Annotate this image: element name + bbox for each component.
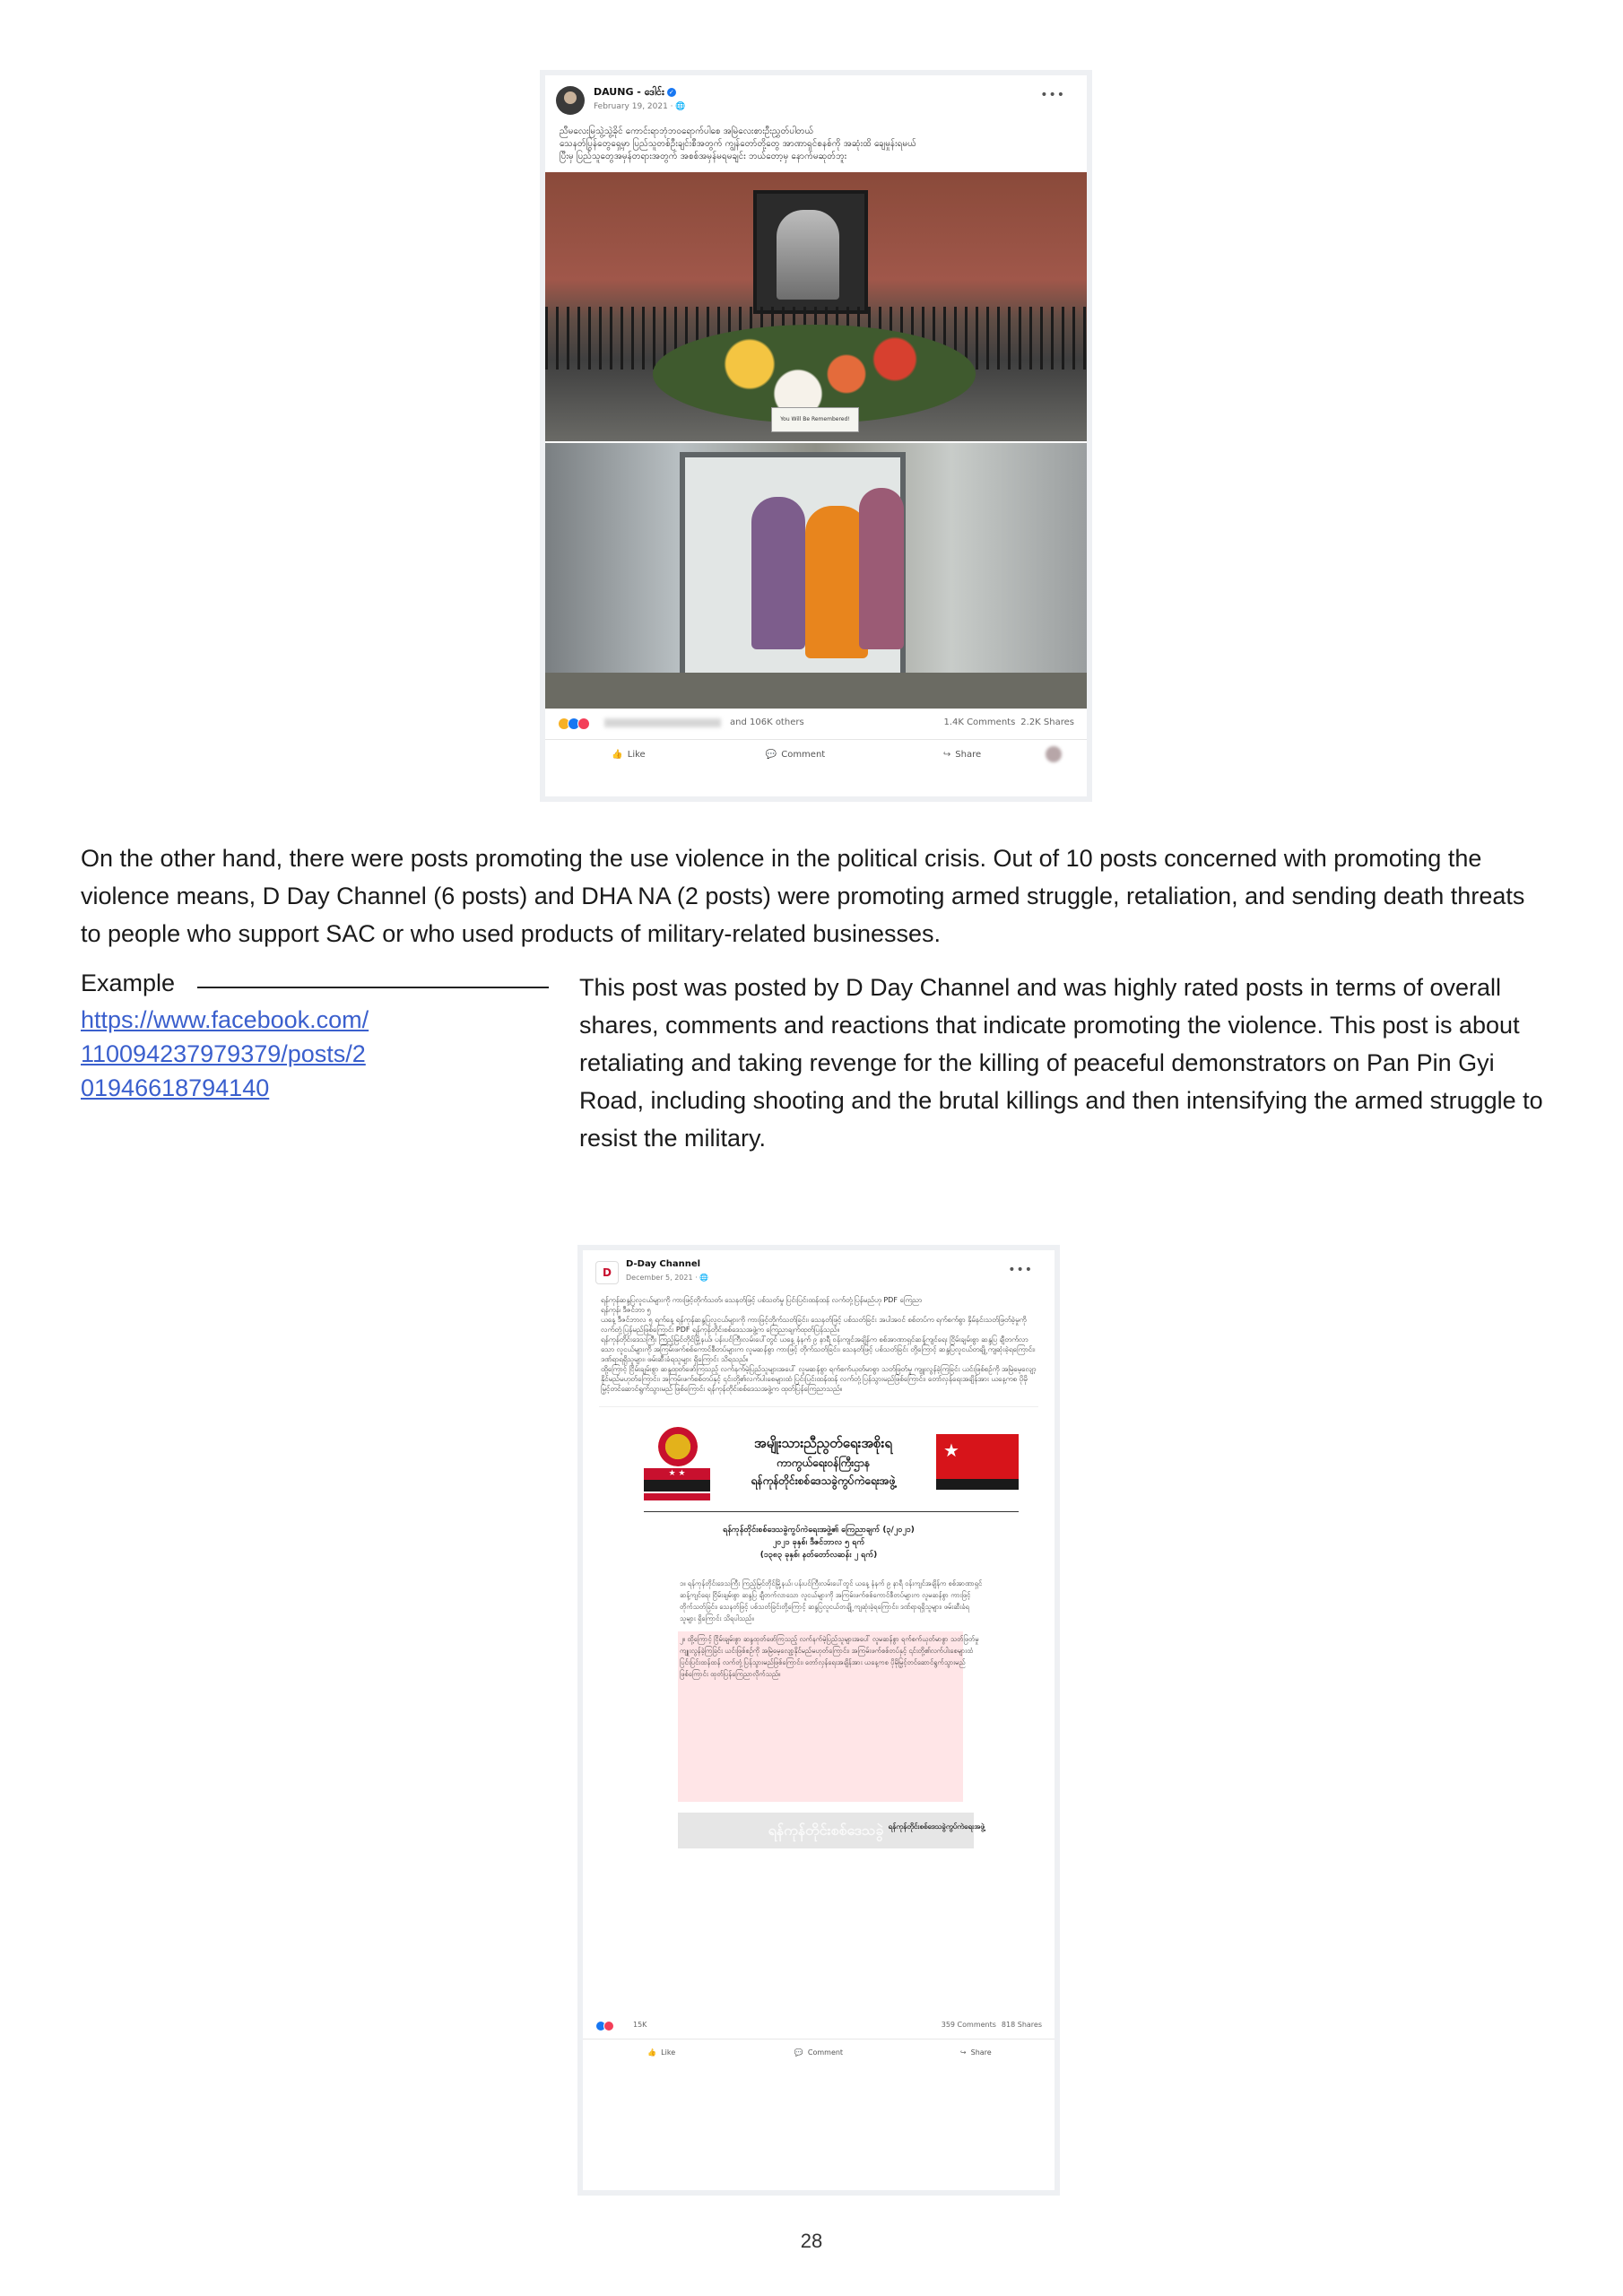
engagement-counts <box>942 2021 1042 2029</box>
flag-icon: ★ ★ <box>644 1468 710 1492</box>
crest-icon <box>658 1427 698 1466</box>
memorial-sign: You Will Be Remembered! <box>771 407 859 432</box>
flag-band <box>936 1479 1019 1490</box>
blurred-names <box>604 718 721 727</box>
reaction-count[interactable]: and 106K others <box>730 718 804 727</box>
share-button[interactable]: ↪ Share <box>959 2048 992 2057</box>
reaction-count[interactable]: 15K <box>633 2021 647 2029</box>
example-link[interactable]: https://www.facebook.com/110094237979379/posts/201946618794140 <box>81 1006 369 1101</box>
like-button[interactable]: 👍 Like <box>647 2048 676 2057</box>
floor <box>545 673 1087 709</box>
document-body: ၁။ ရန်ကုန်တိုင်းဒေသကြီး ကြည့်မြင်တိုင်မြို့နယ်၊ ပန်းပင်ကြီးလမ်းပေါ်တွင် ယနေ့ နံနက် ၉ နာရီ ဝန်းကျင်အချိန်က စစ်အာဏာရှင်ဆန့်ကျင်ရေး ငြိမ်းချမ်းစွာ ဆန္ဒပြ ချီတက်လာသော လူငယ်များကို အကြမ်းဖက်စစ်ကောင်စီတပ်များက လူမဆန်စွာ ကားဖြင့် တိုက်သတ်ခြင်း၊ သေနတ်ဖြင့် ပစ်သတ်ခြင်းတို့ကြောင့် ဆန္ဒပြလူငယ်တချို့ ကျဆုံးခဲ့ရကြောင်း၊ ဒဏ်ရာရရှိသူများ၊ ဖမ်းဆီးခံရသူများ ရှိကြောင်း သိရပါသည်။ ၂။ ထို့ကြောင့် ငြိမ်းချမ်းစွာ ဆန္ဒထုတ်ဖော်ကြသည့် လက်နက်မဲ့ပြည်သူများအပေါ် လူမဆန်စွာ ရက်စက်ယုတ်မာစွာ သတ်ဖြတ်မှု ကျူးလွန်ခဲ့ကြခြင်း ယင်းဖြစ်စဉ်ကို အမြဲမေ့လျော့နိုင်မည်မဟုတ်ကြောင်း၊ အကြမ်းဖက်စစ်တပ်နှင့် ၎င်းတို့၏လက်ပါးစေများထံ ပြင်းပြင်းထန်ထန် လက်တုံ့ပြန်သွားမည်ဖြစ်ကြောင်း၊ တော်လှန်ရေးအချိန်အား ယနေ့ကစ ပိုမိုမြှင့်တင်ဆောင်ရွက်သွားမည် ဖြစ်ကြောင်း ထုတ်ပြန်ကြေညာလိုက်သည်။ <box>680 1579 983 1678</box>
reactions-bar <box>583 2013 1055 2039</box>
document-heading: ရန်ကုန်တိုင်းစစ်ဒေသခွဲကွပ်ကဲရေးအဖွဲ့၏ ကြေညာချက် (၃/၂၀၂၁) ၂၀၂၁ ခုနှစ်၊ ဒီဇင်ဘာလ ၅ ရက် (၁၃၈၃ ခုနှစ်၊ နတ်တော်လဆန်း ၂ ရက်) <box>723 1526 915 1560</box>
post-actions <box>583 2039 1055 2065</box>
shares-count[interactable]: 2.2K Shares <box>1020 718 1074 727</box>
engagement-counts <box>943 718 1074 727</box>
body-paragraph: On the other hand, there were posts promoting the use violence in the political crisis. Out of 10 posts concerned with promoting the violence means, D Day Channel (6 posts) and DHA NA (2 posts) were promoting armed struggle, retaliation, and sending death threats to people who support SAC or who used products of military-related businesses. <box>81 845 1525 947</box>
star-icon: ★ <box>943 1439 959 1461</box>
caption-line: ညီမလေးမြသွဲ့သွဲ့ခိုင် ကောင်းရာဘုံဘဝရောက်ပါစေ အမြဲလေးစားဦးညွှတ်ပါတယ် <box>560 126 814 136</box>
mourner-figure <box>859 488 904 649</box>
more-options-icon[interactable]: ••• <box>1040 88 1065 102</box>
portrait-frame <box>753 190 868 314</box>
comments-count[interactable]: 1.4K Comments <box>943 718 1016 727</box>
avatar[interactable] <box>556 86 585 115</box>
comments-count[interactable]: 359 Comments <box>941 2021 996 2029</box>
caption-line: ရန်ကုန်ဆန္ဒပြလူငယ်များကို ကားဖြင့်တိုက်သတ်၊ သေနတ်ဖြင့် ပစ်သတ်မှု ပြင်းပြင်းထန်ထန် လက်တုံ့ပြန်မည်ဟု PDF ကြေညာ <box>601 1296 923 1304</box>
document-signature: ရန်ကုန်တိုင်းစစ်ဒေသခွဲကွပ်ကဲရေးအဖွဲ့ <box>888 1822 985 1831</box>
dday-logo-icon[interactable]: D <box>595 1261 619 1284</box>
user-avatar-blurred[interactable] <box>1046 746 1062 762</box>
page-number: 28 <box>800 2230 823 2252</box>
facebook-post-daung <box>545 75 1087 796</box>
post-date: December 5, 2021 · 🌐 <box>626 1274 709 1282</box>
memorial-photo[interactable] <box>545 172 1087 441</box>
document-title: အမျိုးသားညီညွတ်ရေးအစိုးရ ကာကွယ်ရေးဝန်ကြီးဌာန ရန်ကုန်တိုင်းစစ်ဒေသခွဲကွပ်ကဲရေးအဖွဲ့ <box>751 1435 896 1487</box>
post-caption <box>545 126 1087 163</box>
verified-badge-icon: ✓ <box>667 88 676 97</box>
document-divider <box>644 1511 1019 1512</box>
mourners-photo[interactable] <box>545 443 1087 709</box>
nug-emblem-icon <box>644 1427 710 1502</box>
post-header <box>583 1250 1055 1295</box>
caption-line: ရန်ကုန်၊ ဒီဇင်ဘာ ၅ <box>601 1306 651 1314</box>
body-paragraph: This post was posted by D Day Channel and was highly rated posts in terms of overall shares, comments and reactions that indicate promoting the violence. This post is about retaliating and taking revenge for the killing of peaceful demonstrators on Pan Pin Gyi Road, including shooting and the brutal killings and then intensifying the armed struggle to resist the military. <box>579 974 1543 1152</box>
caption-line: ပြီးမှ ပြည်သူတွေအမှန်တရားအတွက် အစစ်အမှန်မရမချင်း ဘယ်တော့မှ နောက်မဆုတ်ဘူး <box>560 152 847 161</box>
post-author[interactable]: D-Day Channel <box>626 1259 701 1269</box>
reaction-icons[interactable] <box>558 718 587 733</box>
like-button[interactable]: 👍 Like <box>612 749 646 760</box>
thumbs-up-icon: 👍 <box>647 2048 657 2057</box>
post-header <box>545 75 1087 126</box>
facebook-post-dday-channel <box>583 1250 1055 2190</box>
caption-line: ထို့ကြောင့် ငြိမ်းချမ်းစွာ ဆန္ဒထုတ်ဖော်ကြသည့် လက်နက်မဲ့ပြည်သူများအပေါ် လူမဆန်စွာ ရက်စက်ယုတ်မာစွာ သတ်ဖြတ်မှု ကျူးလွန်ခဲ့ကြခြင်း ယင်းဖြစ်စဉ်ကို အမြဲမေ့လျော့နိုင်မည်မဟုတ်ကြောင်း၊ အကြမ်းဖက်စစ်တပ်နှင့် ၎င်းတို့၏လက်ပါးစေများထံ ပြင်းပြင်းထန်ထန် လက်တုံ့ပြန်သွားမည်ဖြစ်ကြောင်း၊ တော်လှန်ရေးအချိန်အား ယနေ့ကစ ပိုမိုမြှင့်တင်ဆောင်ရွက်သွားမည် ဖြစ်ကြောင်း ရန်ကုန်တိုင်းစစ်ဒေသအဖွဲ့က ထုတ်ပြန်ကြေညာသည်။ <box>601 1365 1037 1393</box>
share-arrow-icon: ↪ <box>942 749 951 760</box>
reactions-bar <box>545 709 1087 740</box>
example-label: Example <box>81 970 176 996</box>
comment-bubble-icon: 💬 <box>765 749 777 760</box>
comment-button[interactable]: 💬 Comment <box>765 749 826 760</box>
comment-button[interactable]: 💬 Comment <box>794 2048 844 2057</box>
share-button[interactable]: ↪ Share <box>942 749 982 760</box>
caption-line: သေနတ်ပြွန်တွေရှေ့မှာ ပြည်သူတစ်ဦးချင်းစီအတွက် ကျွန်တော်တို့တွေ အာဏာရှင်စနစ်ကို အဆုံးထိ ချေမှုန်းရမယ် <box>560 139 916 149</box>
red-flag-icon <box>936 1434 1019 1490</box>
more-options-icon[interactable]: ••• <box>1008 1263 1033 1277</box>
post-date: February 19, 2021 · 🌐 <box>594 102 686 111</box>
reaction-icons[interactable] <box>595 2021 612 2033</box>
caption-line: ယနေ့ ဒီဇင်ဘာလ ၅ ရက်နေ့ ရန်ကုန်ဆန္ဒပြလူငယ်များကို ကားဖြင့်တိုက်သတ်ခြင်း၊ သေနတ်ဖြင့် ပစ်သတ်ခြင်း အပါအဝင် စစ်တပ်က ရက်စက်စွာ နှိမ်နင်းသတ်ဖြတ်ခဲ့မှုကို လက်တုံ့ပြန်မည်ဖြစ်ကြောင်း PDF ရန်ကုန်တိုင်းစစ်ဒေသအဖွဲ့က ကြေညာချက်ထုတ်ပြန်သည်။ <box>601 1316 1027 1334</box>
love-reaction-icon <box>603 2021 614 2031</box>
shares-count[interactable]: 818 Shares <box>1001 2021 1042 2029</box>
ribbon <box>644 1493 710 1500</box>
love-reaction-icon <box>577 718 590 730</box>
post-caption <box>583 1295 1055 1394</box>
mourner-figure <box>751 497 805 649</box>
watermark: ရန်ကုန်တိုင်းစစ်ဒေသခွဲ <box>678 1813 974 1848</box>
thumbs-up-icon: 👍 <box>612 749 623 760</box>
caption-line: ရန်ကုန်တိုင်းဒေသကြီး ကြည့်မြင်တိုင်မြို့နယ်၊ ပန်းပင်ကြီးလမ်းပေါ်တွင် ယနေ့ နံနက် ၉ နာရီ ဝန်းကျင်အချိန်က စစ်အာဏာရှင်ဆန့်ကျင်ရေး ငြိမ်းချမ်းစွာ ဆန္ဒပြ ချီတက်လာသော လူငယ်များကို အကြမ်းဖက်စစ်ကောင်စီတပ်များက လူမဆန်စွာ ကားဖြင့် တိုက်သတ်ခြင်း၊ သေနတ်ဖြင့် ပစ်သတ်ခြင်း တို့ကြောင့် ဆန္ဒပြလူငယ်တချို့ ကျဆုံးခဲ့ရကြောင်း၊ ဒဏ်ရာရရှိသူများ၊ ဖမ်းဆီးခံရသူများ ရှိကြောင်း သိရသည်။ <box>601 1335 1036 1363</box>
share-arrow-icon: ↪ <box>959 2048 967 2057</box>
example-divider <box>197 987 549 988</box>
post-actions <box>545 740 1087 769</box>
post-author[interactable]: DAUNG - ဒေါင်း ✓ <box>594 86 676 100</box>
comment-bubble-icon: 💬 <box>794 2048 803 2057</box>
statement-document-image[interactable] <box>599 1406 1038 2008</box>
